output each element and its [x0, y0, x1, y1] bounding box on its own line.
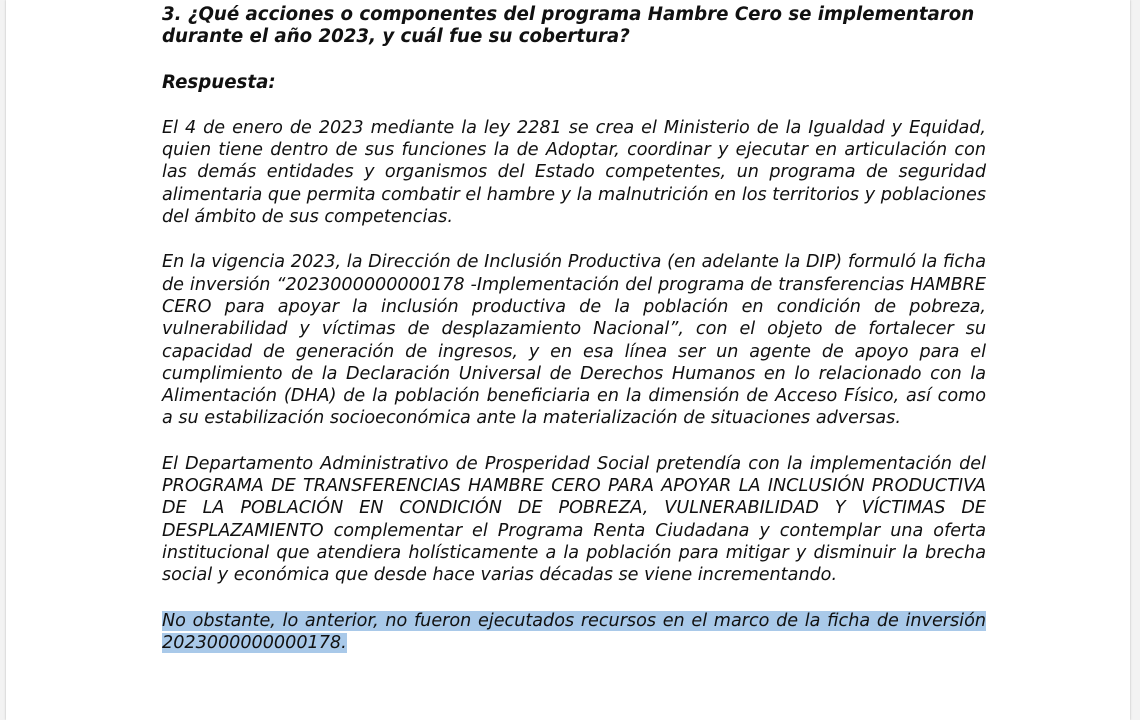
- paragraph-conclusion[interactable]: [162, 610, 986, 655]
- answer-label: Respuesta:: [162, 71, 276, 93]
- paragraph-ministerio: El 4 de enero de 2023 mediante la ley 2281 se crea el Ministerio de la Igualdad y Equidad, quien tiene dentro de sus funciones la de Adoptar, coordinar y ejecutar en articulación con las demás entidades y organismos del Estado competentes, un programa de seguridad alimentaria que permita combatir el hambre y la malnutrición en los territorios y poblaciones del ámbito de sus competencias.: [162, 117, 986, 228]
- paragraph-prosperidad-social: El Departamento Administrativo de Prosperidad Social pretendía con la implementación del PROGRAMA DE TRANSFERENCIAS HAMBRE CERO PARA APOYAR LA INCLUSIÓN PRODUCTIVA DE LA POBLACIÓN EN CONDICIÓN DE POBREZA, VULNERABILIDAD Y VÍCTIMAS DE DESPLAZAMIENTO complementar el Programa Renta Ciudadana y contemplar una oferta institucional que atendiera holísticamente a la población para mitigar y disminuir la brecha social y económica que desde hace varias décadas se viene incrementando.: [162, 453, 986, 586]
- selected-text-highlight[interactable]: No obstante, lo anterior, no fueron ejecutados recursos en el marco de la ficha de inversión 2023000000000178.: [162, 610, 986, 653]
- paragraph-ficha-inversion: En la vigencia 2023, la Dirección de Inclusión Productiva (en adelante la DIP) formuló la ficha de inversión “2023000000000178 -Implementación del programa de transferencias HAMBRE CERO para apoyar la inclusión productiva de la población en condición de pobreza, vulnerabilidad y víctimas de desplazamiento Nacional”, con el objeto de fortalecer su capacidad de generación de ingresos, y en esa línea ser un agente de apoyo para el cumplimiento de la Declaración Universal de Derechos Humanos en lo relacionado con la Alimentación (DHA) de la población beneficiaria en la dimensión de Acceso Físico, así como a su estabilización socioeconómica ante la materialización de situaciones adversas.: [162, 252, 986, 429]
- question-heading: 3. ¿Qué acciones o componentes del programa Hambre Cero se implementaron durante el año 2023, y cuál fue su cobertura?: [162, 4, 975, 48]
- document-page: [6, 0, 1130, 720]
- document-body: [162, 4, 986, 654]
